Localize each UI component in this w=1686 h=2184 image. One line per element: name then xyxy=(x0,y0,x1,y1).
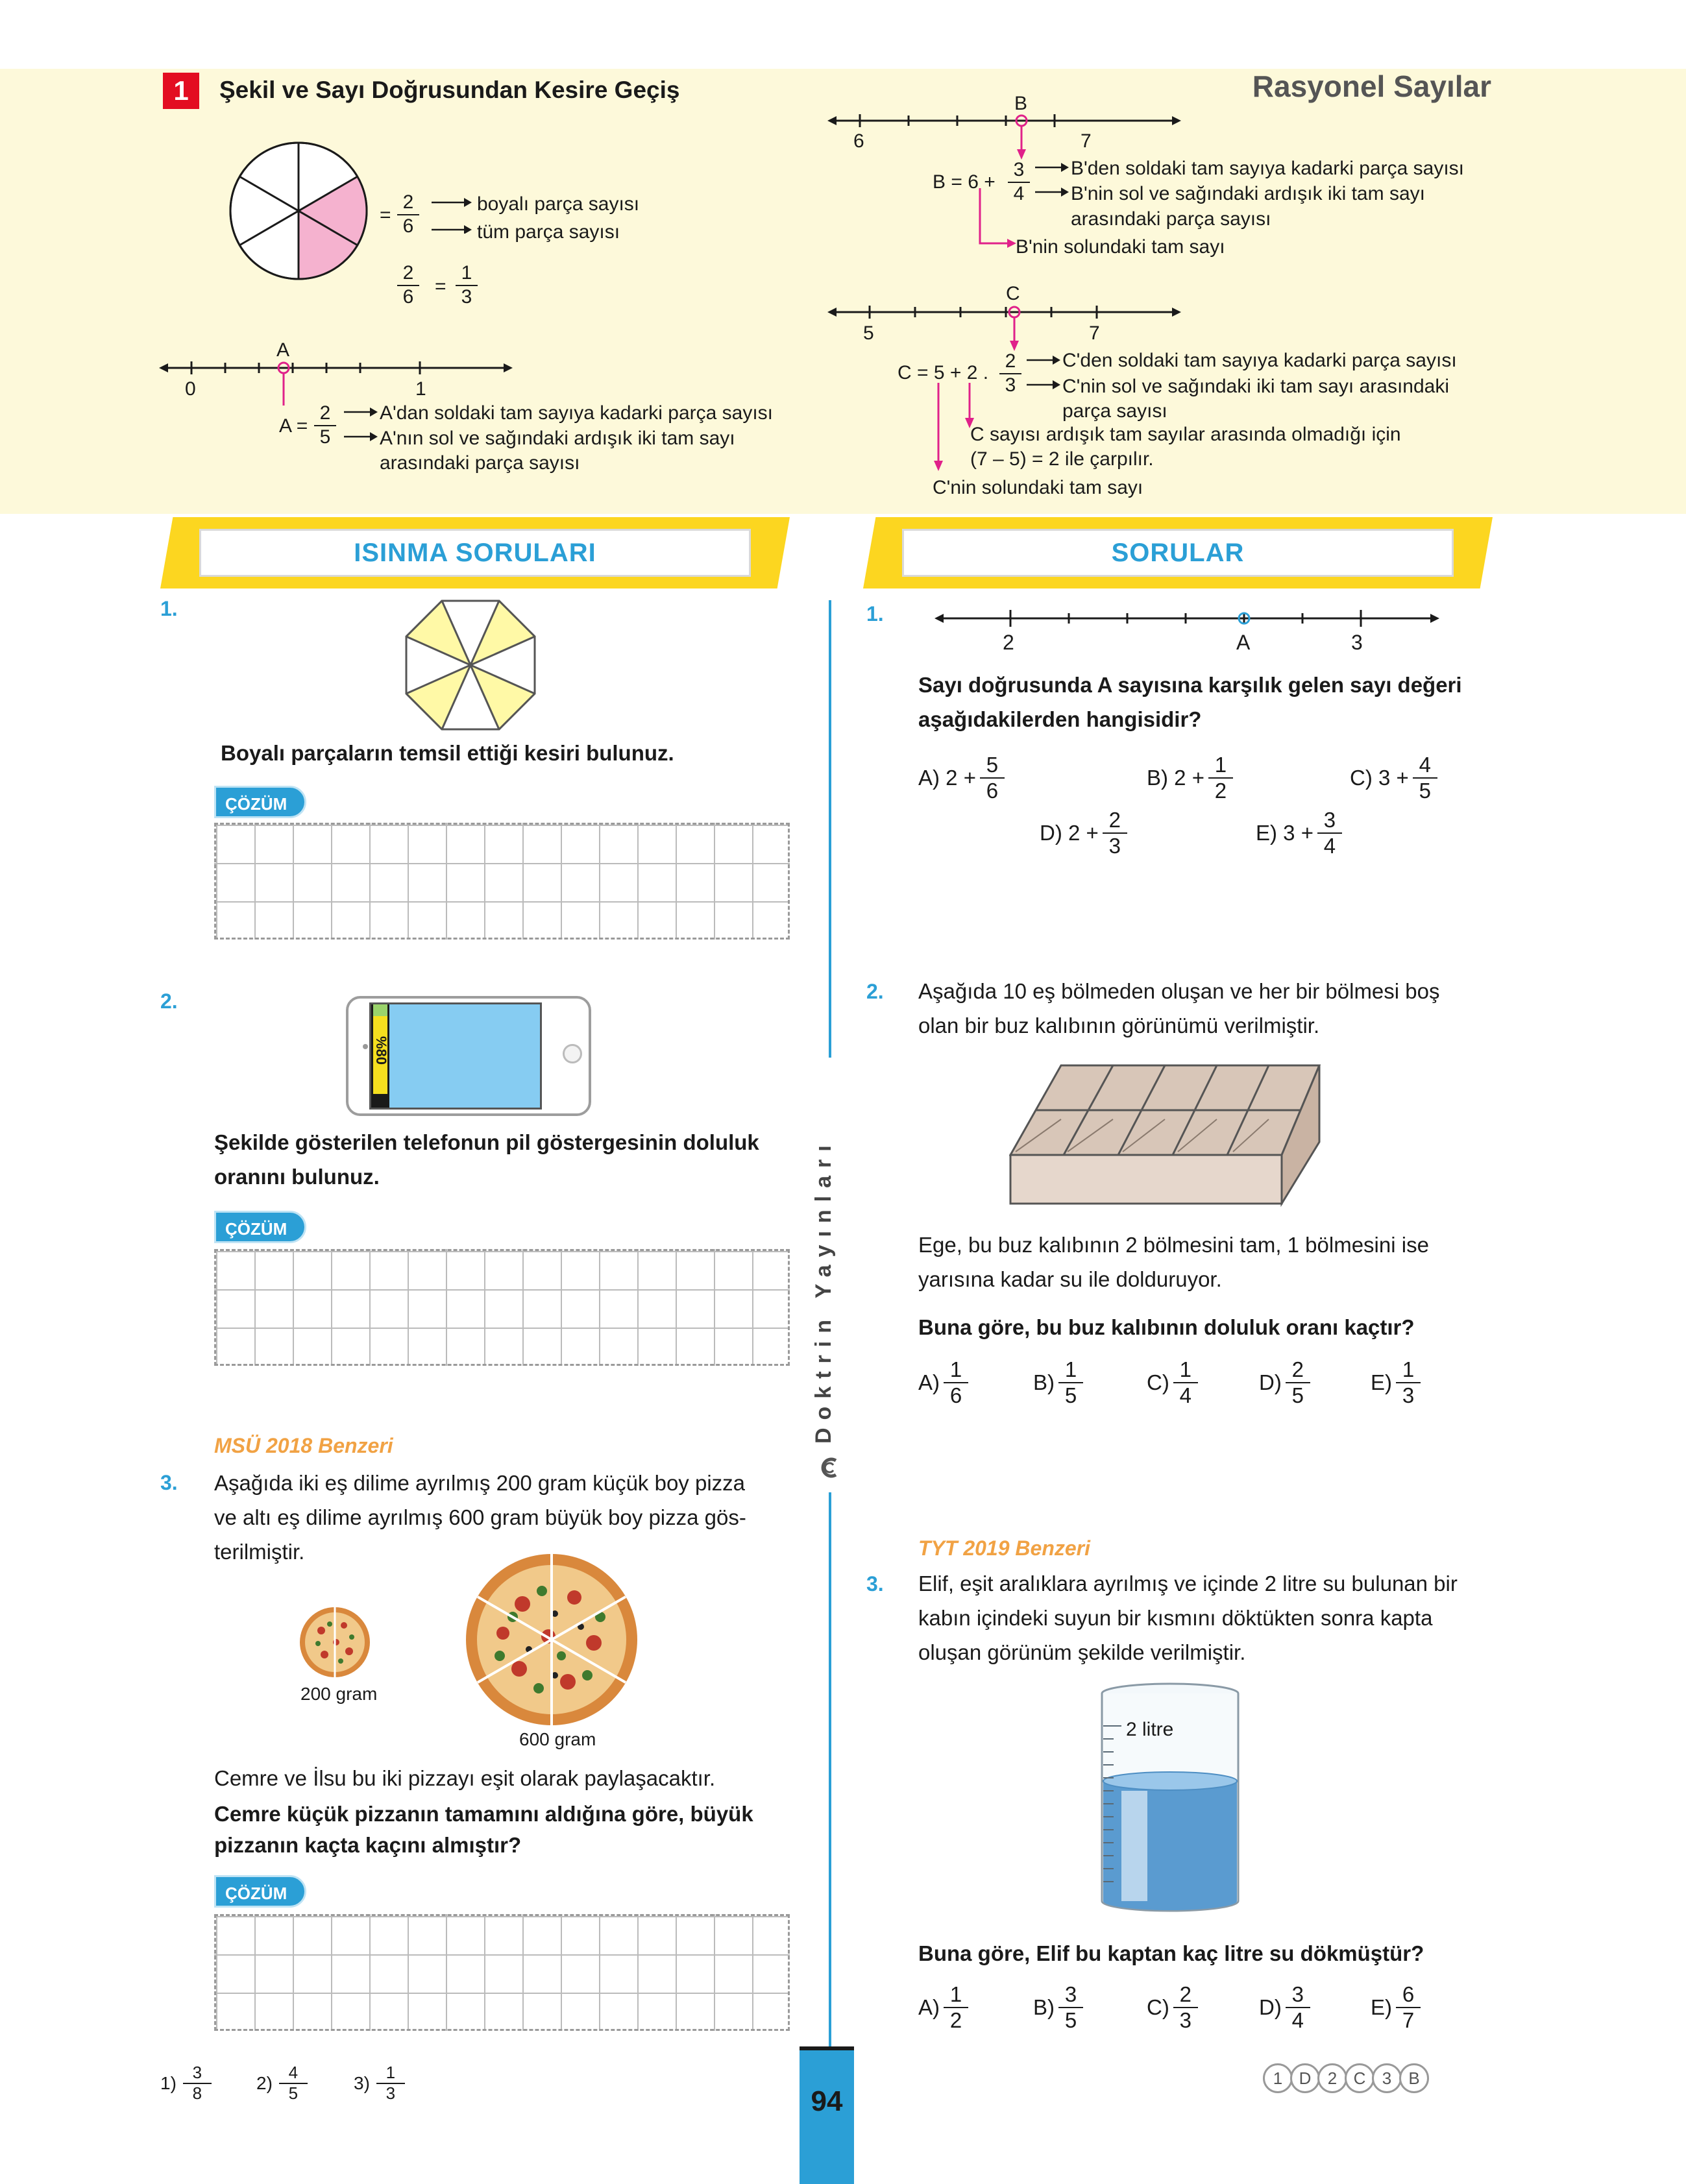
a-equals: A = xyxy=(279,415,308,437)
cup-label: 2 litre xyxy=(1126,1719,1174,1740)
warmup-3-bold-2: pizzanın kaçta kaçını almıştır? xyxy=(214,1833,522,1857)
page-number-box xyxy=(800,2046,854,2184)
b-den-label-2: arasındaki parça sayısı xyxy=(1071,208,1271,230)
publisher-logo-icon xyxy=(819,1457,841,1479)
q1-option-a[interactable]: A) 2 + 5 6 xyxy=(918,753,1005,803)
warmup-3-line-4: Cemre ve İlsu bu iki pizzayı eşit olarak paylaşacaktır. xyxy=(214,1766,716,1790)
c-note-2: (7 – 5) = 2 ile çarpılır. xyxy=(970,448,1154,470)
tick-6: 6 xyxy=(853,130,864,152)
answer-key-item: 2 xyxy=(1317,2063,1347,2093)
q2-option-b[interactable]: B) 1 5 xyxy=(1033,1357,1083,1408)
warmup-1-number: 1. xyxy=(160,597,178,620)
c-int-label: C'nin solundaki tam sayı xyxy=(933,477,1143,498)
warmup-3-number: 3. xyxy=(160,1471,178,1494)
answer-key-item: D xyxy=(1290,2063,1320,2093)
page-number: 94 xyxy=(811,2085,843,2117)
answer-key-item: 3 xyxy=(1372,2063,1402,2093)
small-pizza-figure xyxy=(299,1606,371,1679)
c-fraction: 2 3 xyxy=(999,350,1021,396)
ice-tray-figure xyxy=(1009,1064,1321,1207)
warmup-3-source: MSÜ 2018 Benzeri xyxy=(214,1434,393,1457)
b-equals: B = 6 + xyxy=(933,171,996,193)
b-den-label: B'nin sol ve sağındaki ardışık iki tam sayı xyxy=(1071,183,1425,204)
question-2-line-2: olan bir buz kalıbının görünümü verilmiştir. xyxy=(918,1013,1320,1037)
measuring-cup-figure xyxy=(1095,1680,1245,1914)
q3-option-e[interactable]: E) 6 7 xyxy=(1371,1982,1421,2033)
question-3-line-1: Elif, eşit aralıklara ayrılmış ve içinde 2 litre su bulunan bir xyxy=(918,1571,1458,1596)
phone-camera-icon xyxy=(363,1044,368,1049)
axis-a: A xyxy=(1236,631,1251,654)
q3-option-b[interactable]: B) 3 5 xyxy=(1033,1982,1083,2033)
question-3-source: TYT 2019 Benzeri xyxy=(918,1536,1090,1560)
q2-option-c[interactable]: C) 1 4 xyxy=(1147,1357,1198,1408)
question-2-line-3: Ege, bu buz kalıbının 2 bölmesini tam, 1 bölmesini ise xyxy=(918,1233,1429,1257)
point-c-label: C xyxy=(1006,283,1020,304)
q3-option-d[interactable]: D) 3 4 xyxy=(1259,1982,1310,2033)
a-den-label-2: arasındaki parça sayısı xyxy=(380,452,580,474)
q1-option-b[interactable]: B) 2 + 1 2 xyxy=(1147,753,1233,803)
column-divider-bottom xyxy=(829,1492,831,2047)
b-int-label: B'nin solundaki tam sayı xyxy=(1016,236,1225,258)
section-number: 1 xyxy=(163,73,199,109)
c-equals: C = 5 + 2 . xyxy=(898,362,989,383)
c-den-label-2: parça sayısı xyxy=(1062,400,1167,422)
warmup-3-line-1: Aşağıda iki eş dilime ayrılmış 200 gram küçük boy pizza xyxy=(214,1471,746,1495)
equals-sign-2: = xyxy=(435,276,446,297)
numerator-label: boyalı parça sayısı xyxy=(477,193,640,215)
a-den-label: A'nın sol ve sağındaki ardışık iki tam sayı xyxy=(380,428,735,449)
answer-key-item: B xyxy=(1399,2063,1429,2093)
c-den-label: C'nin sol ve sağındaki iki tam sayı arasındaki xyxy=(1062,376,1450,397)
warmup-answer-2: 2) 4 5 xyxy=(256,2063,308,2104)
q2-option-e[interactable]: E) 1 3 xyxy=(1371,1357,1421,1408)
question-2-bold: Buna göre, bu buz kalıbının doluluk oranı kaçtır? xyxy=(918,1315,1415,1339)
arrow-icons-c xyxy=(1027,354,1062,389)
warmup-3-line-2: ve altı eş dilime ayrılmış 600 gram büyük boy pizza gös- xyxy=(214,1505,746,1529)
warmup-banner xyxy=(160,517,790,588)
axis-2: 2 xyxy=(1003,631,1014,654)
column-divider-top xyxy=(829,600,831,1058)
q1-option-e[interactable]: E) 3 + 3 4 xyxy=(1256,808,1342,858)
circle-fraction: 2 6 xyxy=(397,191,419,237)
tick-0: 0 xyxy=(185,378,196,400)
publisher-vertical: Doktrin Yayınları xyxy=(811,1137,836,1444)
equals-sign: = xyxy=(380,204,391,226)
questions-banner-title: SORULAR xyxy=(1111,538,1245,567)
battery-fill xyxy=(373,1004,387,1016)
axis-3: 3 xyxy=(1351,631,1363,654)
question-3-line-2: kabın içindeki suyun bir kısmını döktükten sonra kapta xyxy=(918,1606,1433,1630)
q1-option-d[interactable]: D) 2 + 2 3 xyxy=(1040,808,1127,858)
phone-figure xyxy=(346,996,591,1116)
tick-1: 1 xyxy=(415,378,426,400)
big-pizza-label: 600 gram xyxy=(519,1729,596,1749)
small-pizza-label: 200 gram xyxy=(300,1684,378,1704)
warmup-answer-3: 3) 1 3 xyxy=(354,2063,405,2104)
simplify-left: 2 6 xyxy=(397,262,419,308)
cozum-button-3[interactable]: ÇÖZÜM xyxy=(214,1875,306,1908)
a-fraction: 2 5 xyxy=(314,402,336,448)
pink-elbow-arrow-b xyxy=(973,188,1019,250)
question-3-number: 3. xyxy=(866,1572,884,1596)
phone-screen xyxy=(369,1002,542,1110)
shaded-circle-figure xyxy=(227,140,370,282)
answer-grid-2[interactable] xyxy=(214,1249,790,1366)
answer-key xyxy=(1265,2063,1429,2093)
tick-5: 5 xyxy=(863,322,874,344)
point-a-label: A xyxy=(276,339,290,361)
battery-level xyxy=(373,1016,387,1094)
warmup-answer-1: 1) 3 8 xyxy=(160,2063,212,2104)
warmup-1-question: Boyalı parçaların temsil ettiği kesiri bulunuz. xyxy=(221,741,674,765)
arrow-icons-b xyxy=(1035,161,1071,197)
c-num-label: C'den soldaki tam sayıya kadarki parça sayısı xyxy=(1062,350,1457,371)
q2-option-d[interactable]: D) 2 5 xyxy=(1259,1357,1310,1408)
battery-bar xyxy=(371,1004,389,1108)
simplify-right: 1 3 xyxy=(456,262,478,308)
phone-home-button-icon xyxy=(563,1044,582,1063)
c-note-1: C sayısı ardışık tam sayılar arasında olmadığı için xyxy=(970,424,1401,445)
cozum-button-1[interactable]: ÇÖZÜM xyxy=(214,786,306,818)
question-1-number: 1. xyxy=(866,602,884,625)
q3-option-a[interactable]: A) 1 2 xyxy=(918,1982,968,2033)
answer-grid-3[interactable] xyxy=(214,1914,790,2031)
q3-option-c[interactable]: C) 2 3 xyxy=(1147,1982,1198,2033)
arrow-icons-a xyxy=(344,406,380,441)
answer-key-item: C xyxy=(1345,2063,1374,2093)
question-3-bold: Buna göre, Elif bu kaptan kaç litre su dökmüştür? xyxy=(918,1941,1424,1965)
warmup-2-number: 2. xyxy=(160,989,178,1013)
tick-7-c: 7 xyxy=(1089,322,1100,344)
big-pizza-figure xyxy=(464,1552,639,1727)
warmup-3-bold-1: Cemre küçük pizzanın tamamını aldığına göre, büyük xyxy=(214,1802,753,1826)
q1-option-c[interactable]: C) 3 + 4 5 xyxy=(1350,753,1437,803)
number-line-a xyxy=(159,354,516,406)
cozum-button-2[interactable]: ÇÖZÜM xyxy=(214,1211,306,1243)
questions-banner xyxy=(863,517,1493,588)
q2-option-a[interactable]: A) 1 6 xyxy=(918,1357,968,1408)
point-b-label: B xyxy=(1014,93,1028,114)
warmup-2-question: Şekilde gösterilen telefonun pil göstergesinin doluluk oranını bulunuz. xyxy=(214,1130,759,1189)
answer-key-item: 1 xyxy=(1263,2063,1293,2093)
b-fraction: 3 4 xyxy=(1008,159,1030,205)
question-2-number: 2. xyxy=(866,980,884,1003)
question-3-line-3: oluşan görünüm şekilde verilmiştir. xyxy=(918,1640,1246,1664)
b-num-label: B'den soldaki tam sayıya kadarki parça sayısı xyxy=(1071,158,1465,179)
battery-percent: %80 xyxy=(373,1036,389,1065)
question-1-line-1: Sayı doğrusunda A sayısına karşılık gelen sayı değeri xyxy=(918,673,1462,697)
question-2-line-4: yarısına kadar su ile dolduruyor. xyxy=(918,1267,1222,1291)
denominator-label: tüm parça sayısı xyxy=(477,221,620,243)
warmup-banner-title: ISINMA SORULARI xyxy=(354,538,596,567)
octagon-figure xyxy=(402,597,539,733)
section-title: Şekil ve Sayı Doğrusundan Kesire Geçiş xyxy=(219,77,680,103)
arrow-icons xyxy=(432,195,474,234)
warmup-3-line-3: terilmiştir. xyxy=(214,1540,305,1564)
unit-title: Rasyonel Sayılar xyxy=(1252,69,1491,103)
answer-grid-1[interactable] xyxy=(214,823,790,940)
question-1-line-2: aşağıdakilerden hangisidir? xyxy=(918,707,1202,731)
tick-7-b: 7 xyxy=(1081,130,1092,152)
question-2-line-1: Aşağıda 10 eş bölmeden oluşan ve her bir bölmesi boş xyxy=(918,979,1440,1003)
a-num-label: A'dan soldaki tam sayıya kadarki parça sayısı xyxy=(380,402,774,424)
